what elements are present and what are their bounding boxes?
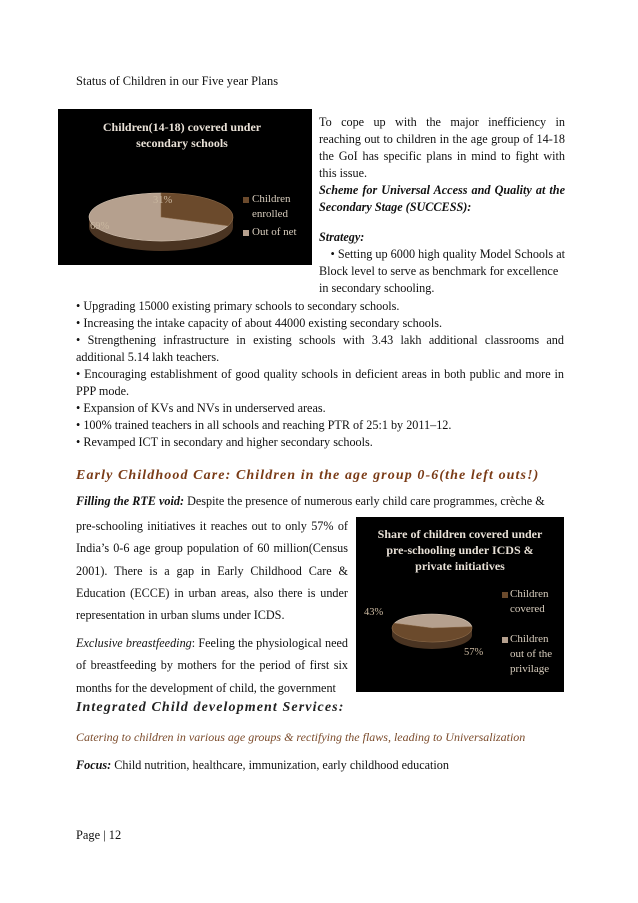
list-item: • Strengthening infrastructure in existing schools with 3.43 lakh additional classrooms and additional 5.14 lakh teachers.: [76, 333, 564, 364]
pie-label-out: 69%: [90, 221, 110, 232]
legend-out: Out of net: [252, 226, 297, 238]
breastfeeding-text: : Feeling the physiological need of breastfeeding by mothers for the period of first six months for the development of child, the government: [76, 636, 348, 695]
pie-label-enrolled: 31%: [153, 195, 173, 206]
pie-label-covered: 57%: [464, 647, 484, 658]
strategy-rest: Block level to serve as benchmark for excellence in secondary schooling.: [319, 264, 559, 295]
strategy-label: Strategy:: [319, 230, 365, 244]
legend-out: Children out of the privilage: [510, 633, 553, 675]
chart-secondary-schools: [58, 109, 312, 265]
list-item: • Increasing the intake capacity of about 44000 existing secondary schools.: [76, 316, 443, 330]
focus-label: Focus:: [76, 758, 112, 772]
list-item: • Encouraging establishment of good quality schools in deficient areas in both public and more in PPP mode.: [76, 367, 564, 398]
scheme-heading: Scheme for Universal Access and Quality at the Secondary Stage (SUCCESS):: [319, 183, 565, 214]
legend-swatch-covered: [502, 592, 508, 598]
legend-swatch-out: [243, 230, 249, 236]
page-number: Page | 12: [76, 828, 122, 842]
legend-enrolled: Children enrolled: [252, 193, 291, 220]
strategy-bullet: • Setting up 6000 high quality Model Schools at: [330, 247, 565, 261]
legend-covered: Children covered: [510, 588, 549, 615]
breastfeeding-paragraph: [76, 632, 348, 699]
chart-title: Share of children covered under pre-schooling under ICDS & private initiatives: [377, 527, 543, 573]
intro-paragraph: To cope up with the major inefficiency in reaching out to children in the age group of 14-18 the GoI has specific plans in mind to fight with this issue.: [319, 115, 565, 180]
page-heading: Status of Children in our Five year Plans: [76, 74, 279, 88]
section-heading-icds: Integrated Child development Services:: [76, 700, 345, 715]
pie-chart-svg: [58, 109, 312, 265]
chart-title: Children(14-18) covered under secondary schools: [102, 120, 262, 150]
list-item: • Expansion of KVs and NVs in underserved areas.: [76, 401, 326, 415]
breastfeeding-label: Exclusive breastfeeding: [76, 636, 192, 650]
bullet-list: [76, 298, 564, 451]
rte-first-text: Despite the presence of numerous early child care programmes, crèche &: [187, 494, 545, 508]
legend-swatch-enrolled: [243, 197, 249, 203]
rte-paragraph: [76, 515, 348, 626]
focus-line: [76, 757, 449, 774]
rte-label: Filling the RTE void:: [76, 494, 185, 508]
pie-label-out: 43%: [364, 607, 384, 618]
legend-swatch-out: [502, 637, 508, 643]
chart-preschooling: [356, 517, 564, 692]
icds-subtitle: Catering to children in various age groups & rectifying the flaws, leading to Universalization: [76, 730, 526, 744]
list-item: • 100% trained teachers in all schools and reaching PTR of 25:1 by 2011–12.: [76, 418, 452, 432]
list-item: • Revamped ICT in secondary and higher secondary schools.: [76, 435, 373, 449]
right-column-text: [319, 114, 565, 297]
section-heading-early-childhood: Early Childhood Care: Children in the age group 0-6(the left outs!): [76, 468, 540, 483]
rte-first-line: [76, 493, 564, 510]
rte-rest-text: pre-schooling initiatives it reaches out to only 57% of India’s 0-6 age group population of 60 million(Census 2001). There is a gap in Early Childhood Care & Education (ECCE) in urban areas, also there is under representation in urban slums under ICDS.: [76, 519, 348, 623]
list-item: • Upgrading 15000 existing primary schools to secondary schools.: [76, 299, 400, 313]
focus-text: Child nutrition, healthcare, immunization, early childhood education: [111, 758, 449, 772]
